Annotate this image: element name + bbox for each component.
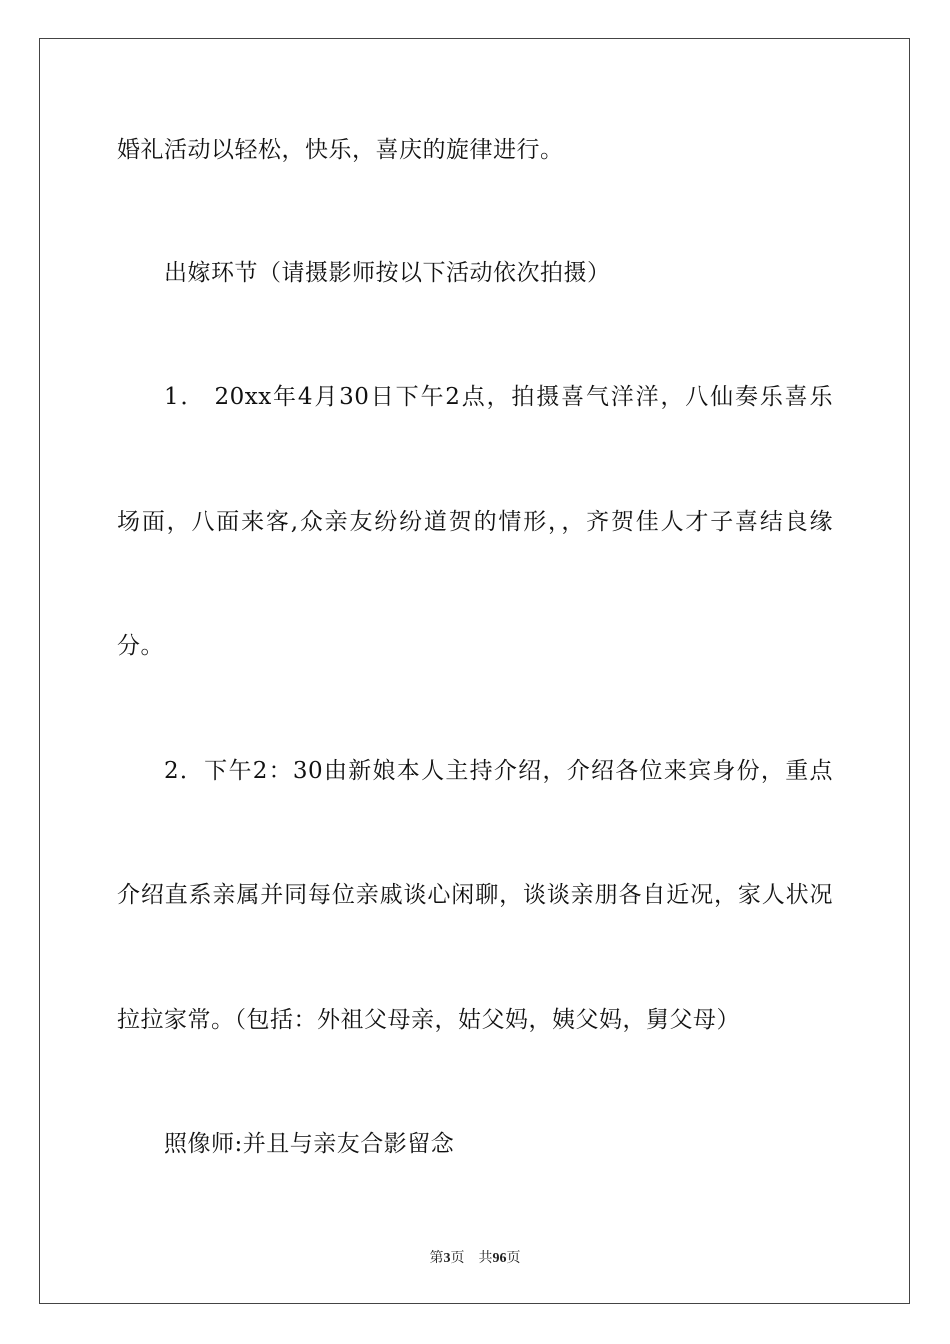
footer-total-pages: 96	[492, 1251, 507, 1266]
item-1-line-2: 场面，八面来客,众亲友纷纷道贺的情形，，齐贺佳人才子喜结良缘	[117, 509, 833, 535]
section-heading: 出嫁环节（请摄影师按以下活动依次拍摄）	[164, 260, 611, 286]
page-footer	[0, 1247, 950, 1267]
item-1-line-1: 1． 20xx年4月30日下午2点，拍摄喜气洋洋，八仙奏乐喜乐	[164, 384, 833, 410]
item-1-line-3: 分。	[117, 633, 164, 659]
paragraph-line-1: 婚礼活动以轻松，快乐，喜庆的旋律进行。	[117, 137, 564, 163]
item-2-line-2: 介绍直系亲属并同每位亲戚谈心闲聊，谈谈亲朋各自近况，家人状况	[117, 882, 833, 908]
footer-total-prefix: 共	[478, 1251, 493, 1266]
footer-page-prefix: 第	[429, 1251, 444, 1266]
footer-total-suffix: 页	[506, 1251, 521, 1266]
item-2-line-1: 2．下午2：30由新娘本人主持介绍，介绍各位来宾身份，重点	[164, 758, 833, 784]
item-2-line-3: 拉拉家常。（包括：外祖父母亲，姑父妈，姨父妈，舅父母）	[117, 1007, 740, 1033]
page-border	[39, 38, 910, 1304]
footer-page-suffix: 页	[450, 1251, 465, 1266]
photographer-note: 照像师:并且与亲友合影留念	[164, 1131, 455, 1157]
footer-page-number: 3	[443, 1251, 451, 1266]
